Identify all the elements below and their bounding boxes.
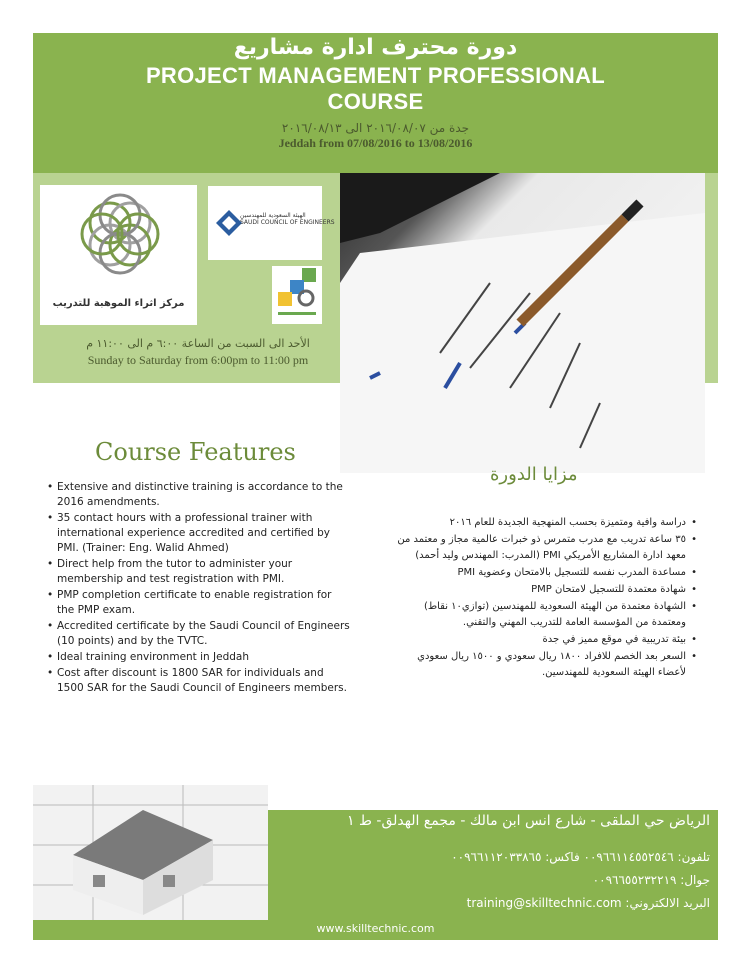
- feature-item-arabic: • مساعدة المدرب نفسه للتسجيل بالامتحان وعضوية PMI: [388, 565, 698, 581]
- features-list: [45, 480, 350, 697]
- mobile-line: جوال: ٠٠٩٦٦٥٥٢٣٢٢١٩: [592, 873, 710, 887]
- feature-item-arabic: • شهادة معتمدة للتسجيل لامتحان PMP: [388, 582, 698, 598]
- feature-item-arabic: • ٣٥ ساعة تدريب مع مدرب متمرس ذو خبرات عالمية مجاز و معتمد من معهد ادارة المشاريع الأمريكي PMI (المدرب: المهندس وليد أحمد): [388, 532, 698, 564]
- feature-item: • Direct help from the tutor to administer your membership and test registration with PMI.: [45, 557, 350, 587]
- features-list-arabic: [388, 515, 698, 682]
- dates-arabic: جدة من ٢٠١٦/٠٨/٠٧ الى ٢٠١٦/٠٨/١٣: [281, 121, 470, 135]
- schedule-block: [33, 330, 363, 380]
- features-heading-arabic: مزايا الدورة: [490, 464, 578, 485]
- header-banner: [33, 33, 718, 173]
- feature-item: • Cost after discount is 1800 SAR for individuals and 1500 SAR for the Saudi Council of Engineers members.: [45, 666, 350, 696]
- council-name-en: SAUDI COUNCIL OF ENGINEERS: [240, 219, 335, 226]
- training-center-name: مركز اثراء الموهبة للتدريب: [52, 298, 185, 309]
- council-text: [240, 212, 335, 226]
- feature-item-arabic: • الشهادة معتمدة من الهيئة السعودية للمهندسين (توازي١٠ نقاط) ومعتمدة من المؤسسة العامة للتدريب المهني والتقني.: [388, 599, 698, 631]
- title-arabic: دورة محترف ادارة مشاريع: [233, 35, 518, 60]
- phone-fax-line: تلفون: ٠٠٩٦٦١١٤٥٥٢٥٤٦ فاكس: ٠٠٩٦٦١١٢٠٣٣٨٦٥: [451, 850, 710, 864]
- website-footer[interactable]: www.skilltechnic.com: [33, 920, 718, 940]
- dates-english: Jeddah from 07/08/2016 to 13/08/2016: [278, 136, 473, 150]
- tvtc-emblem-icon: [272, 266, 322, 324]
- feature-item: • Extensive and distinctive training is accordance to the 2016 amendments.: [45, 480, 350, 510]
- features-heading: Course Features: [95, 438, 296, 466]
- feature-item: • Accredited certificate by the Saudi Council of Engineers (10 points) and by the TVTC.: [45, 619, 350, 649]
- house-icon: [33, 785, 268, 925]
- feature-item-arabic: • السعر بعد الخصم للافراد ١٨٠٠ ريال سعودي و ١٥٠٠ ريال سعودي لأعضاء الهيئة السعودية للمهندسين.: [388, 649, 698, 681]
- house-illustration: [33, 785, 268, 925]
- feature-item: • 35 contact hours with a professional trainer with international experience accredited and certified by PMI. (Trainer: Eng. Walid Ahmed): [45, 511, 350, 556]
- flower-logo-icon: [40, 185, 197, 300]
- address-line: الرياض حي الملقى - شارع انس ابن مالك - مجمع الهدلق- ط ١: [347, 813, 710, 829]
- title-english-line2: COURSE: [327, 89, 424, 114]
- gantt-chart-image: [340, 173, 705, 473]
- schedule-english: Sunday to Saturday from 6:00pm to 11:00 pm: [87, 353, 309, 367]
- council-name-ar: الهيئة السعودية للمهندسين: [240, 212, 306, 219]
- feature-item: • Ideal training environment in Jeddah: [45, 650, 350, 665]
- contact-details: [451, 846, 710, 915]
- email-line[interactable]: البريد الالكتروني: training@skilltechnic.com: [466, 896, 710, 910]
- feature-item-arabic: • بيئة تدريبية في موقع مميز في جدة: [388, 632, 698, 648]
- laptop-gantt-photo: [340, 173, 705, 473]
- schedule-arabic: الأحد الى السبت من الساعة ٦:٠٠ م الى ١١:٠٠ م: [86, 337, 310, 350]
- feature-item-arabic: • دراسة وافية ومتميزة بحسب المنهجية الجديدة للعام ٢٠١٦: [388, 515, 698, 531]
- feature-item: • PMP completion certificate to enable registration for the PMP exam.: [45, 588, 350, 618]
- tvtc-logo: [272, 266, 322, 324]
- title-english-line1: PROJECT MANAGEMENT PROFESSIONAL: [145, 63, 606, 88]
